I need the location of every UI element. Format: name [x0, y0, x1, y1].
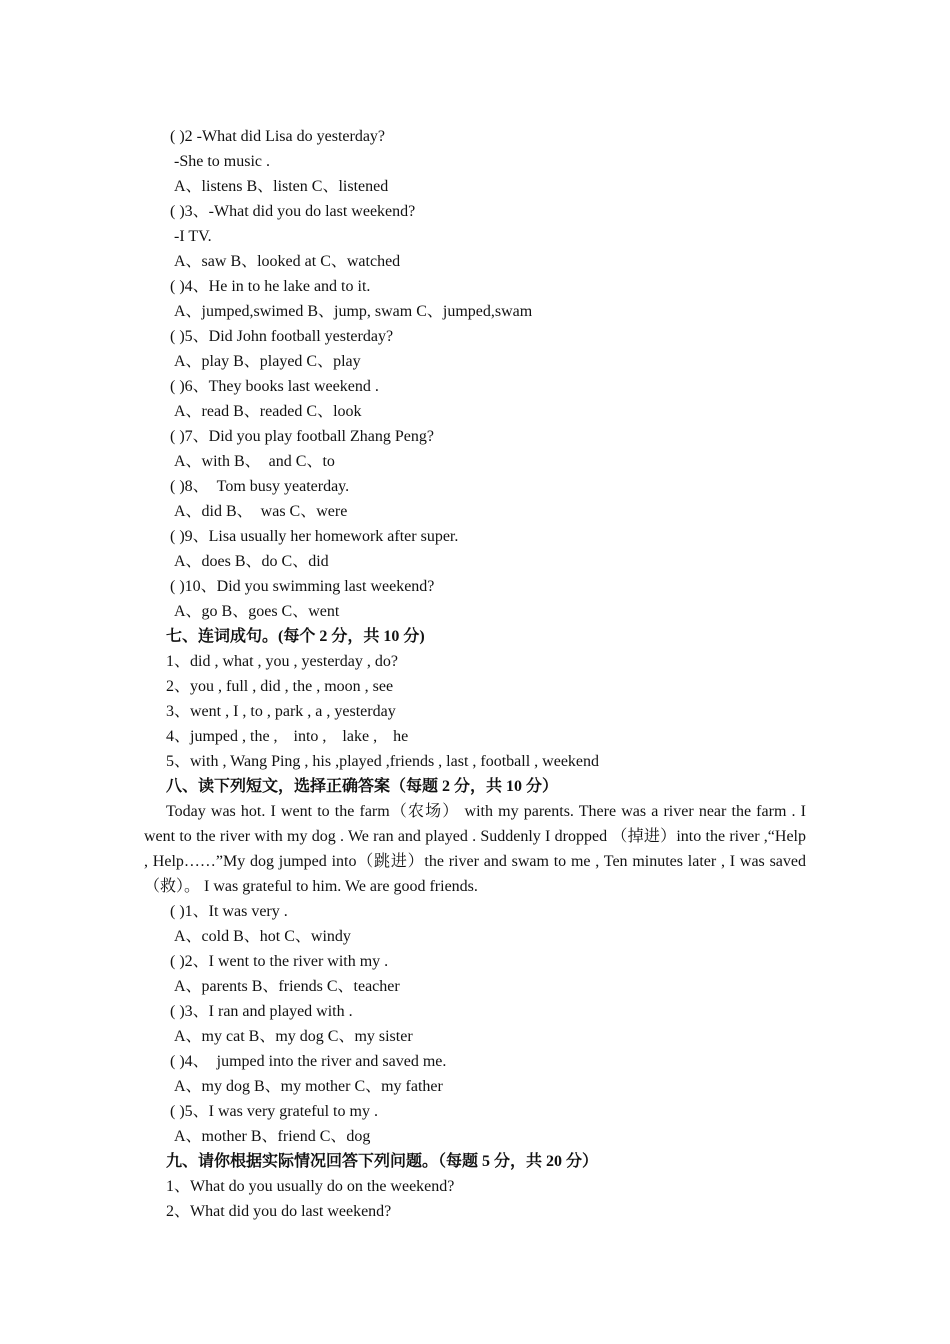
- section-heading-word-order: 七、连词成句。(每个 2 分，共 10 分): [166, 628, 425, 645]
- answer-options-line: A、parents B、friends C、teacher: [174, 978, 400, 995]
- multiple-choice-section: [144, 124, 806, 624]
- question-line: ( )6、They books last weekend .: [170, 378, 379, 395]
- answer-options-line: -I TV.: [174, 228, 212, 245]
- answer-options-line: A、listens B、listen C、listened: [174, 178, 389, 195]
- answer-options-line: A、cold B、hot C、windy: [174, 928, 351, 945]
- answer-options-line: A、my dog B、my mother C、my father: [174, 1078, 443, 1095]
- open-question-item: 1、What do you usually do on the weekend?: [166, 1178, 455, 1195]
- question-line: ( )2 -What did Lisa do yesterday?: [170, 128, 386, 145]
- word-order-item: 2、you , full , did , the , moon , see: [166, 678, 394, 695]
- answer-options-line: A、read B、readed C、look: [174, 403, 362, 420]
- reading-passage: Today was hot. I went to the farm（农场） with my parents. There was a river near the farm . I went to the river with my dog . We ran and played . Suddenly I dropped （掉进）into the river ,“Help , Help……”My dog jumped into（跳进）the river and swam to me , Ten minutes later , I was saved（救）。 I was grateful to him. We are good friends.: [144, 803, 806, 895]
- answer-options-line: A、mother B、friend C、dog: [174, 1128, 371, 1145]
- answer-options-line: A、did B、 was C、were: [174, 503, 348, 520]
- answer-options-line: A、jumped,swimed B、jump, swam C、jumped,swam: [174, 303, 533, 320]
- question-line: ( )8、 Tom busy yeaterday.: [170, 478, 350, 495]
- open-question-item: 2、What did you do last weekend?: [166, 1203, 392, 1220]
- section-heading-reading: 八、读下列短文，选择正确答案（每题 2 分，共 10 分）: [166, 778, 559, 795]
- answer-options-line: A、go B、goes C、went: [174, 603, 340, 620]
- answer-options-line: A、my cat B、my dog C、my sister: [174, 1028, 413, 1045]
- question-line: ( )9、Lisa usually her homework after super.: [170, 528, 459, 545]
- document-content: [144, 124, 806, 1224]
- section-heading-answer-questions: 九、请你根据实际情况回答下列问题。（每题 5 分，共 20 分）: [166, 1153, 599, 1170]
- question-line: ( )2、I went to the river with my .: [170, 953, 389, 970]
- reading-questions: [144, 899, 806, 1149]
- question-line: ( )1、It was very .: [170, 903, 288, 920]
- word-order-item: 4、jumped , the , into , lake , he: [166, 728, 409, 745]
- word-order-items: [144, 649, 806, 774]
- answer-options-line: -She to music .: [174, 153, 270, 170]
- word-order-item: 3、went , I , to , park , a , yesterday: [166, 703, 396, 720]
- word-order-item: 5、with , Wang Ping , his ,played ,friends , last , football , weekend: [166, 753, 600, 770]
- question-line: ( )4、 jumped into the river and saved me.: [170, 1053, 447, 1070]
- word-order-item: 1、did , what , you , yesterday , do?: [166, 653, 398, 670]
- question-line: ( )3、I ran and played with .: [170, 1003, 353, 1020]
- question-line: ( )4、He in to he lake and to it.: [170, 278, 371, 295]
- answer-options-line: A、does B、do C、did: [174, 553, 329, 570]
- question-line: ( )5、Did John football yesterday?: [170, 328, 394, 345]
- question-line: ( )7、Did you play football Zhang Peng?: [170, 428, 434, 445]
- answer-options-line: A、with B、 and C、to: [174, 453, 335, 470]
- answer-options-line: A、saw B、looked at C、watched: [174, 253, 401, 270]
- answer-options-line: A、play B、played C、play: [174, 353, 361, 370]
- question-line: ( )3、-What did you do last weekend?: [170, 203, 416, 220]
- answer-questions-items: [144, 1174, 806, 1224]
- question-line: ( )10、Did you swimming last weekend?: [170, 578, 435, 595]
- question-line: ( )5、I was very grateful to my .: [170, 1103, 378, 1120]
